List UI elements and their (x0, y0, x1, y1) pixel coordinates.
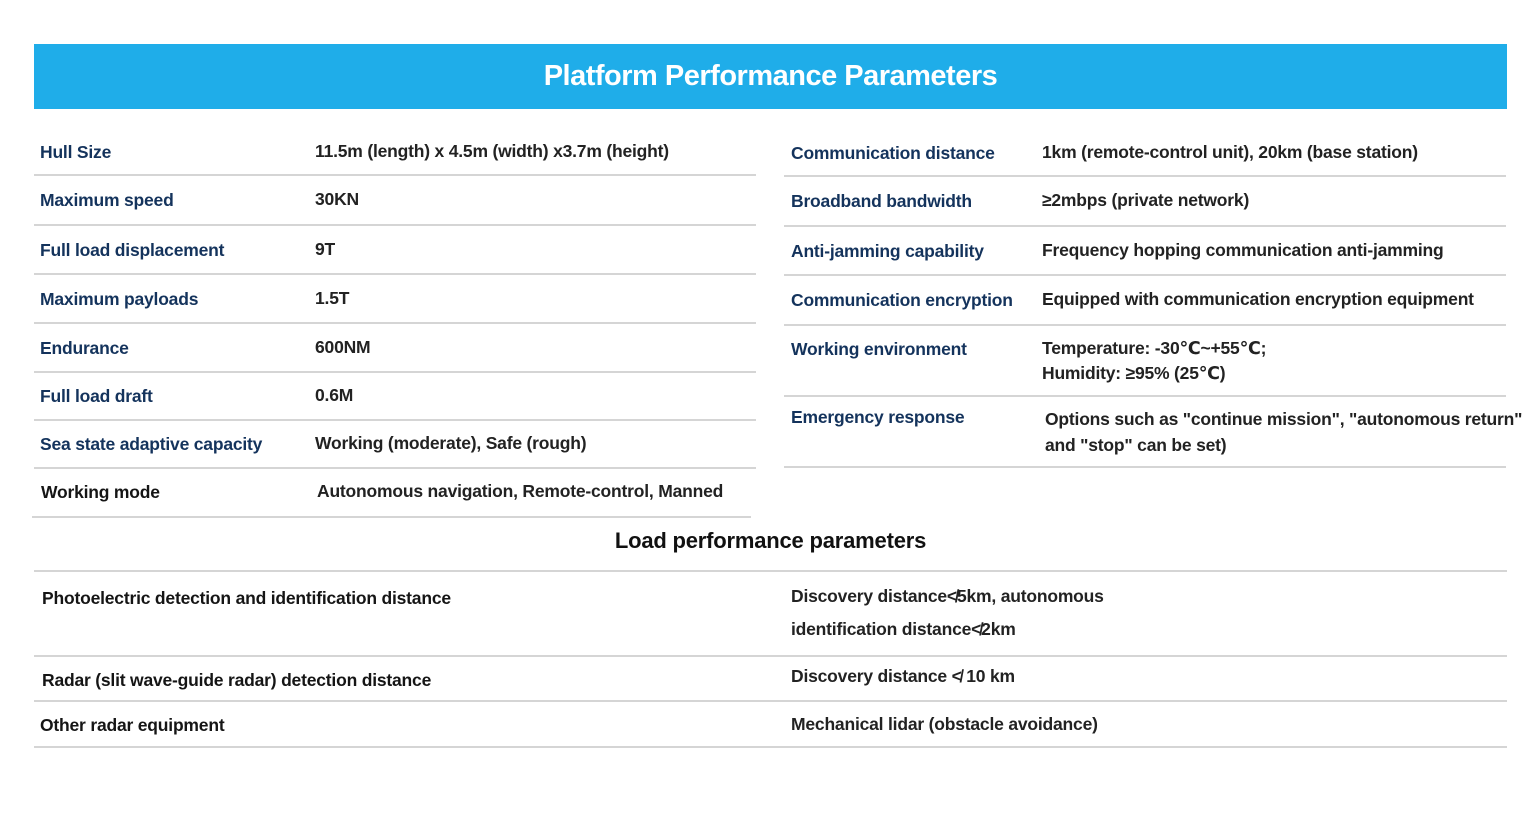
param-label: Radar (slit wave-guide radar) detection distance (42, 670, 432, 690)
param-value-line2: Humidity: ≥95% (25℃) (1042, 363, 1226, 383)
param-value: 11.5m (length) x 4.5m (width) x3.7m (height) (315, 141, 669, 161)
table-row (784, 276, 1506, 326)
header-banner (34, 44, 1507, 109)
param-value: Working (moderate), Safe (rough) (315, 433, 587, 453)
param-label: Hull Size (40, 142, 112, 162)
param-value-line2: and "stop" can be set) (1045, 435, 1227, 455)
param-value: 0.6M (315, 385, 354, 405)
param-label: Sea state adaptive capacity (40, 434, 263, 454)
param-value: 1km (remote-control unit), 20km (base station) (1042, 142, 1418, 162)
param-value: Discovery distance ≮ 10 km (791, 666, 1015, 686)
param-value-line2: identification distance≮2km (791, 619, 1016, 639)
param-label: Broadband bandwidth (791, 191, 972, 211)
param-label: Photoelectric detection and identification distance (42, 588, 451, 608)
table-row (34, 275, 756, 324)
table-row (784, 326, 1506, 397)
param-value: 600NM (315, 337, 371, 357)
table-row (34, 572, 1507, 657)
param-label: Anti-jamming capability (791, 241, 984, 261)
param-label: Working environment (791, 339, 967, 359)
param-label: Maximum payloads (40, 289, 199, 309)
param-label: Full load displacement (40, 240, 225, 260)
param-value: Temperature: -30℃~+55℃; (1042, 338, 1267, 358)
param-label: Communication distance (791, 143, 995, 163)
param-label: Endurance (40, 338, 129, 358)
table-row (34, 421, 756, 469)
platform-table-right (784, 128, 1523, 468)
param-value: Options such as "continue mission", "autonomous return" (1045, 409, 1523, 429)
param-value: Frequency hopping communication anti-jamming (1042, 240, 1444, 260)
table-row (34, 226, 756, 275)
param-value: Autonomous navigation, Remote-control, Manned (317, 481, 724, 501)
table-row (34, 373, 756, 421)
table-row (784, 397, 1523, 468)
param-label: Maximum speed (40, 190, 174, 210)
param-value: Equipped with communication encryption equipment (1042, 289, 1474, 309)
param-label: Full load draft (40, 386, 153, 406)
table-row (34, 657, 1507, 702)
param-label: Communication encryption (791, 290, 1013, 310)
param-value: Discovery distance≮5km, autonomous (791, 586, 1104, 606)
section-title: Load performance parameters (614, 528, 927, 553)
table-row (34, 702, 1507, 748)
param-value: 9T (315, 239, 336, 259)
table-row (784, 227, 1506, 276)
page-title: Platform Performance Parameters (543, 60, 998, 92)
platform-table-left (34, 128, 756, 518)
param-value: 30KN (315, 189, 359, 209)
table-row (32, 469, 751, 518)
table-row (784, 128, 1506, 177)
table-row (34, 324, 756, 373)
param-value: 1.5T (315, 288, 350, 308)
param-label: Working mode (41, 482, 160, 502)
param-value: Mechanical lidar (obstacle avoidance) (791, 714, 1098, 734)
table-row (34, 176, 756, 226)
param-value: ≥2mbps (private network) (1042, 190, 1250, 210)
param-label: Other radar equipment (40, 715, 225, 735)
table-row (784, 177, 1506, 227)
param-label: Emergency response (791, 407, 965, 427)
table-row (34, 128, 756, 176)
